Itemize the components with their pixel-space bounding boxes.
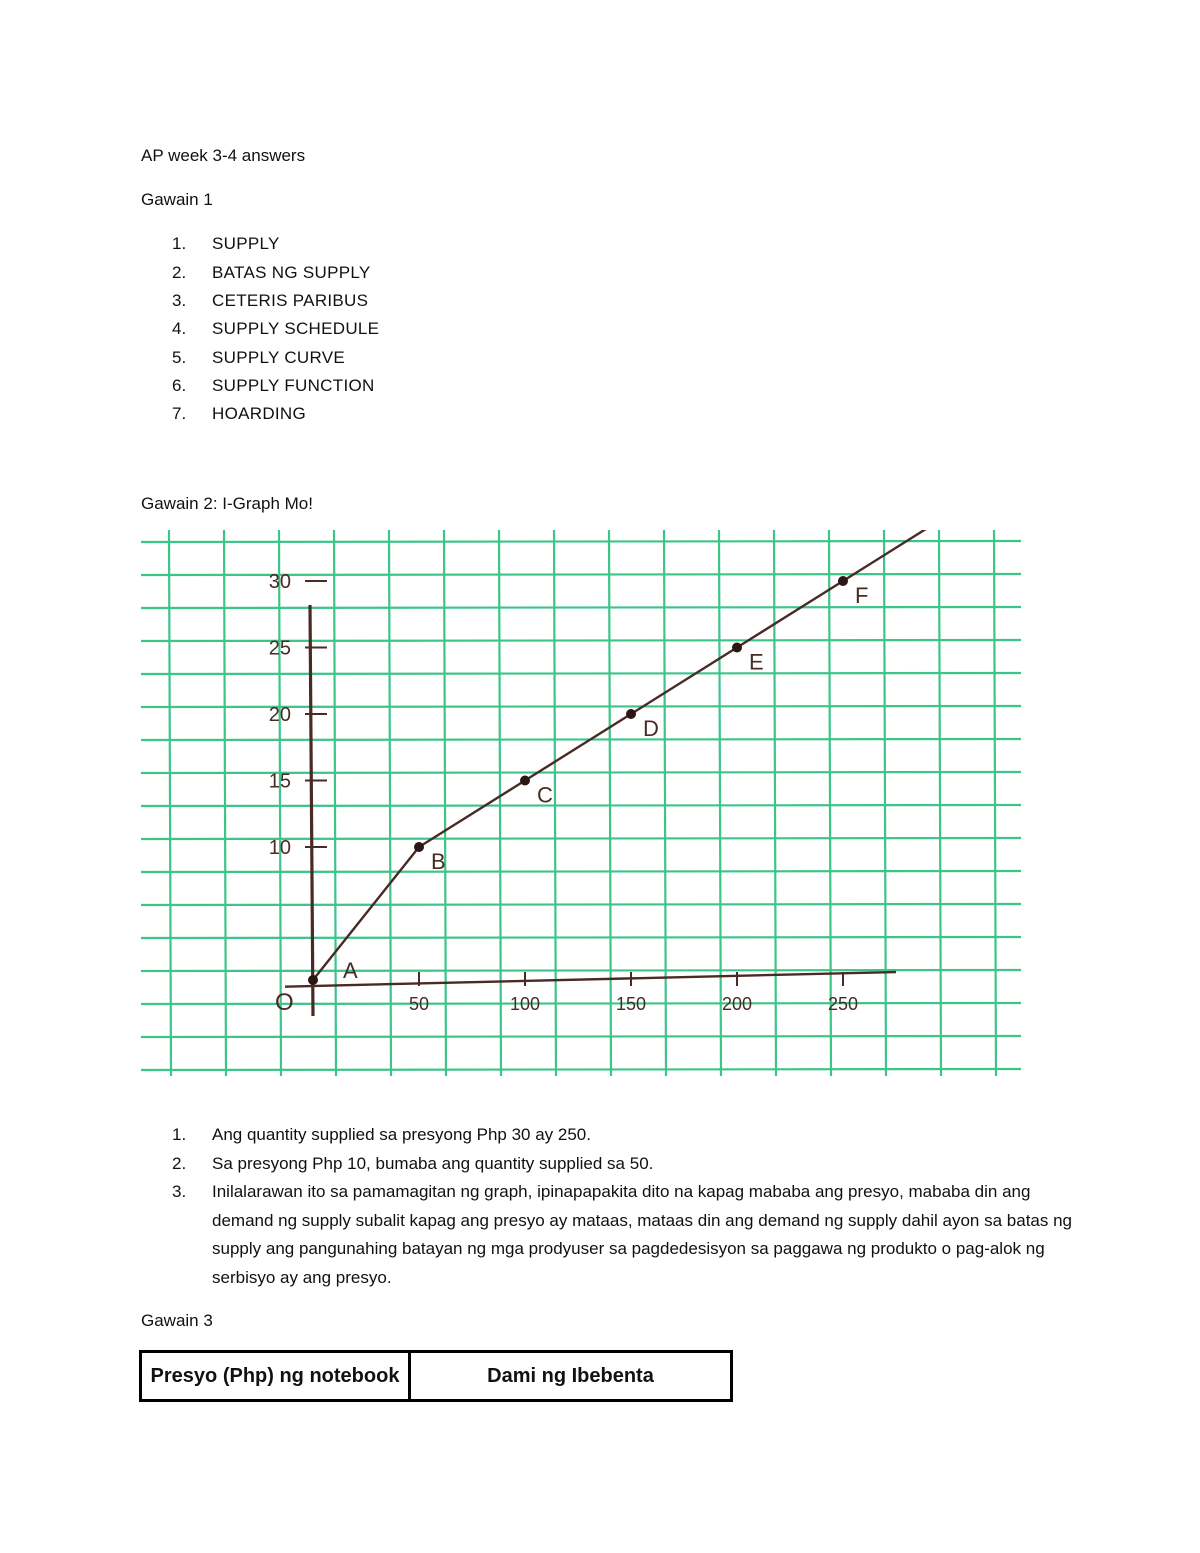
gawain2-heading: Gawain 2: I-Graph Mo!: [141, 494, 313, 513]
x-tick-label: 200: [721, 994, 753, 1014]
answer-number: 2.: [172, 1154, 187, 1173]
point-label: E: [749, 649, 764, 675]
list-item: [172, 234, 280, 254]
data-point: [520, 776, 530, 786]
x-tick-label: 250: [827, 994, 859, 1014]
point-label: B: [431, 849, 446, 874]
answer-number: 3.: [172, 1182, 187, 1201]
list-item: [172, 404, 306, 424]
data-point: [414, 842, 424, 852]
list-text: SUPPLY FUNCTION: [212, 376, 375, 395]
graph-paper: [141, 530, 1021, 1076]
list-number: 1.: [172, 234, 187, 253]
grid-line: [141, 541, 1021, 542]
answer-item: [172, 1178, 1072, 1292]
gawain1-heading: Gawain 1: [141, 190, 213, 209]
x-tick-label: 50: [408, 994, 430, 1014]
x-tick-label: 150: [615, 994, 647, 1014]
grid-line: [141, 904, 1021, 905]
data-point: [308, 975, 318, 985]
table-header-row: [141, 1352, 732, 1401]
y-tick-label: 15: [268, 770, 291, 793]
grid-line: [141, 1003, 1021, 1004]
origin-label: O: [275, 989, 294, 1016]
point-label: D: [643, 716, 659, 741]
list-text: SUPPLY SCHEDULE: [212, 319, 380, 338]
list-text: HOARDING: [212, 404, 307, 423]
y-tick-label: 10: [268, 837, 291, 859]
document-title: AP week 3-4 answers: [141, 146, 306, 165]
grid-line: [141, 607, 1021, 608]
data-point: [838, 576, 848, 586]
answer-text: Sa presyong Php 10, bumaba ang quantity supplied sa 50.: [212, 1154, 654, 1173]
answer-text: Inilalarawan ito sa pamamagitan ng graph, ipinapapakita dito na kapag mababa ang presyo, mababa din ang demand ng supply subalit kapag ang presyo ay mataas, mataas din ang demand ng supply dahil ayon sa batas ng supply ang pangunahing batayan ng mga prodyuser sa pagdedesisyon sa paggawa ng produkto o pag-alok ng serbisyo ay ang presyo.: [212, 1182, 1073, 1287]
supply-curve-graph: [141, 530, 1021, 1076]
grid-line: [141, 805, 1021, 806]
list-item: [172, 319, 379, 339]
grid-line: [141, 937, 1021, 938]
list-number: 7.: [172, 404, 187, 423]
list-item: [172, 376, 375, 396]
list-number: 5.: [172, 348, 187, 367]
answer-item: [172, 1150, 1072, 1179]
y-tick-label: 30: [268, 571, 291, 593]
list-number: 6.: [172, 376, 187, 395]
list-text: CETERIS PARIBUS: [212, 291, 369, 310]
gawain3-table: [139, 1350, 733, 1402]
list-text: SUPPLY: [212, 234, 280, 253]
point-label: F: [855, 583, 869, 608]
list-number: 3.: [172, 291, 187, 310]
list-item: [172, 291, 368, 311]
x-tick-label: 100: [509, 994, 541, 1014]
grid-line: [141, 1069, 1021, 1070]
grid-line: [141, 970, 1021, 971]
list-item: [172, 263, 371, 283]
table-header-price: Presyo (Php) ng notebook: [141, 1352, 410, 1401]
grid-line: [141, 739, 1021, 740]
point-label: A: [343, 958, 358, 983]
y-tick-label: 20: [268, 704, 291, 726]
answer-text: Ang quantity supplied sa presyong Php 30 ay 250.: [212, 1125, 591, 1144]
list-item: [172, 348, 345, 368]
list-text: BATAS NG SUPPLY: [212, 263, 371, 282]
table-header-quantity: Dami ng Ibebenta: [410, 1352, 732, 1401]
grid-line: [141, 673, 1021, 674]
data-point: [732, 643, 742, 653]
list-number: 4.: [172, 319, 187, 338]
grid-line: [141, 871, 1021, 872]
gawain3-heading: Gawain 3: [141, 1311, 213, 1330]
answer-item: [172, 1121, 1072, 1150]
list-number: 2.: [172, 263, 187, 282]
grid-line: [141, 1036, 1021, 1037]
list-text: SUPPLY CURVE: [212, 348, 346, 367]
answer-number: 1.: [172, 1125, 187, 1144]
point-label: C: [537, 782, 553, 808]
data-point: [626, 709, 636, 719]
y-tick-label: 25: [268, 637, 291, 660]
